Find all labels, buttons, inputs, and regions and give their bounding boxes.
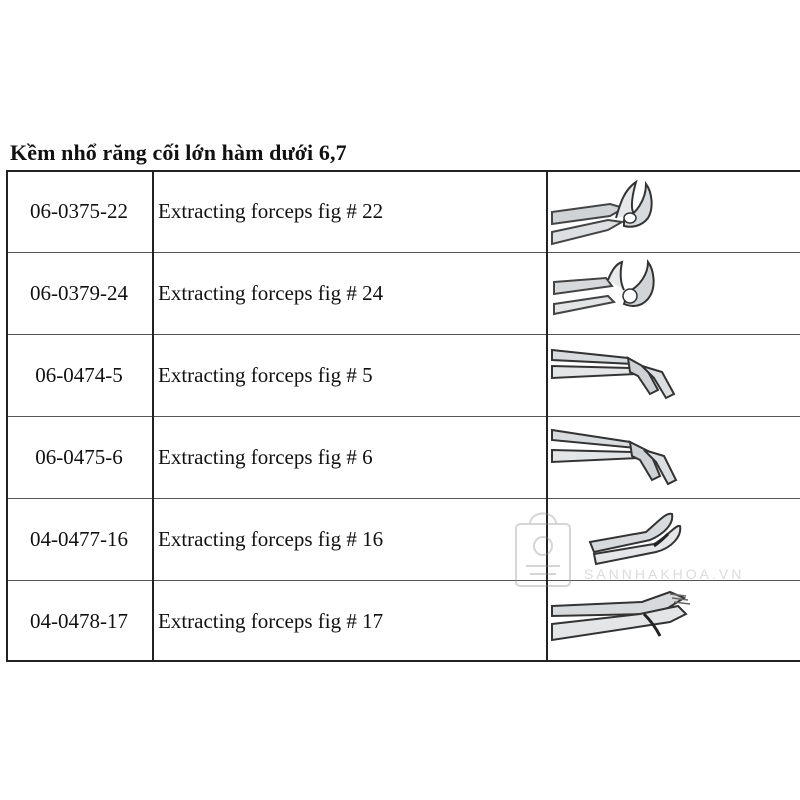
page-title: Kềm nhổ răng cối lớn hàm dưới 6,7 — [10, 140, 347, 165]
product-code: 04-0477-16 — [30, 526, 128, 551]
product-description: Extracting forceps fig # 17 — [158, 608, 384, 633]
forceps-22-icon — [550, 174, 700, 248]
product-code: 06-0474-5 — [35, 362, 123, 387]
forceps-16-icon — [550, 502, 700, 576]
table-row — [6, 580, 800, 662]
product-description: Extracting forceps fig # 24 — [158, 280, 384, 305]
table-row — [6, 416, 800, 498]
forceps-5-icon — [550, 338, 700, 412]
product-code: 04-0478-17 — [30, 608, 128, 633]
product-code: 06-0475-6 — [35, 444, 123, 469]
product-description: Extracting forceps fig # 22 — [158, 198, 384, 223]
forceps-17-icon — [550, 584, 700, 658]
forceps-24-icon — [550, 256, 700, 330]
product-code: 06-0375-22 — [30, 198, 128, 223]
table-row — [6, 334, 800, 416]
table-row — [6, 170, 800, 252]
product-code: 06-0379-24 — [30, 280, 128, 305]
product-description: Extracting forceps fig # 16 — [158, 526, 384, 551]
forceps-6-icon — [550, 420, 700, 494]
product-table — [6, 170, 800, 662]
product-description: Extracting forceps fig # 6 — [158, 444, 373, 469]
watermark-text: SANNHAKHOA.VN — [584, 566, 745, 582]
table-row — [6, 252, 800, 334]
product-description: Extracting forceps fig # 5 — [158, 362, 373, 387]
table-row — [6, 498, 800, 580]
